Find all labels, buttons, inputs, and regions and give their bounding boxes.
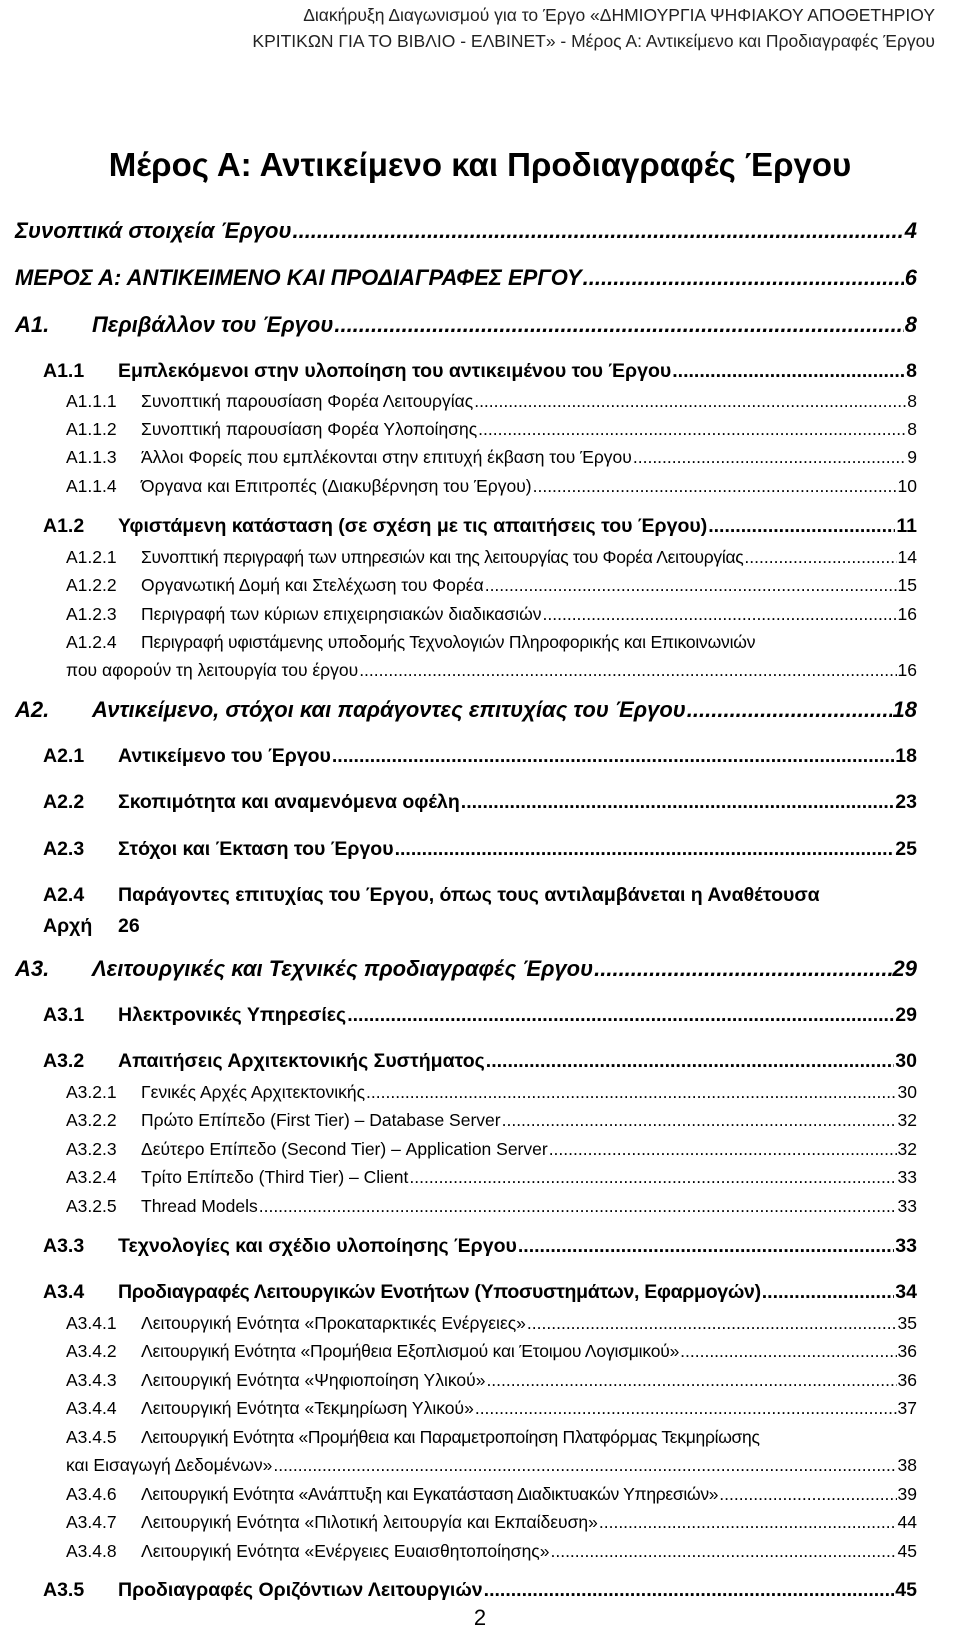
toc-entry-number: Α2.1 — [43, 745, 85, 767]
toc-entry[interactable] — [0, 882, 960, 942]
toc-leader-dots — [672, 358, 905, 385]
toc-entry-page: 11 — [896, 515, 917, 537]
toc-entry-number: Α3.4.1 — [66, 1313, 117, 1333]
toc-entry-page: 35 — [897, 1313, 917, 1333]
toc-entry-title: ΜΕΡΟΣ Α: ΑΝΤΙΚΕΙΜΕΝΟ ΚΑΙ ΠΡΟΔΙΑΓΡΑΦΕΣ ΕΡΓΟΥ — [15, 265, 582, 290]
toc-leader-dots — [744, 545, 896, 569]
toc-entry-page: 33 — [897, 1196, 917, 1216]
toc-entry-title: Εμπλεκόμενοι στην υλοποίηση του αντικειμένου του Έργου — [118, 360, 672, 382]
toc-entry-page: 16 — [897, 660, 917, 680]
toc-leader-dots — [550, 1539, 896, 1563]
toc-leader-dots — [273, 1453, 896, 1477]
toc-entry-number: Α2.4 — [43, 884, 85, 906]
toc-entry-title: Οργανωτική Δομή και Στελέχωση του Φορέα — [141, 575, 484, 595]
toc-entry-page: 15 — [897, 575, 917, 595]
toc-leader-dots — [474, 389, 906, 413]
toc-entry-title: Συνοπτική παρουσίαση Φορέα Λειτουργίας — [141, 391, 474, 411]
toc-leader-dots — [486, 1048, 895, 1075]
toc-entry-number: Α3.4.8 — [66, 1541, 117, 1561]
toc-entry-page: 39 — [897, 1484, 917, 1504]
toc-leader-dots — [633, 445, 906, 469]
toc-entry-number: Α2.3 — [43, 838, 85, 860]
toc-entry-title: Συνοπτική περιγραφή των υπηρεσιών και της λειτουργίας του Φορέα Λειτουργίας — [141, 547, 744, 567]
toc-entry-number: Α3.2.4 — [66, 1167, 117, 1187]
toc-leader-dots — [334, 310, 903, 340]
toc-leader-dots — [395, 836, 895, 863]
toc-entry-page: 18 — [895, 745, 917, 767]
header-line-1: Διακήρυξη Διαγωνισμού για το Έργο «ΔΗΜΙΟΥΡΓΙΑ ΨΗΦΙΑΚΟΥ ΑΠΟΘΕΤΗΡΙΟΥ — [303, 5, 935, 25]
toc-leader-dots — [332, 743, 894, 770]
toc-entry-page: 33 — [895, 1235, 917, 1257]
toc-entry-number: Α3.1 — [43, 1004, 85, 1026]
toc-entry-number: Α3.2.1 — [66, 1082, 117, 1102]
toc-leader-dots — [518, 1233, 894, 1260]
toc-entry-title: Συνοπτική παρουσίαση Φορέα Υλοποίησης — [141, 419, 478, 439]
toc-entry-page: 6 — [904, 265, 917, 290]
toc-entry-number: Α1.2.3 — [66, 604, 117, 624]
toc-entry-title: Λειτουργικές και Τεχνικές προδιαγραφές Έργου — [92, 956, 594, 981]
toc-entry-page: 45 — [897, 1541, 917, 1561]
running-header — [35, 2, 935, 54]
toc-entry-number: Α3.4 — [43, 1281, 85, 1303]
toc-entry-page: 29 — [892, 956, 917, 981]
toc-entry-page: 18 — [892, 697, 917, 722]
toc-leader-dots — [762, 1279, 895, 1306]
toc-entry-number: Α1.1.4 — [66, 476, 117, 496]
toc-entry-title: Λειτουργική Ενότητα «Ψηφιοποίηση Υλικού» — [141, 1370, 486, 1390]
toc-entry-title: Ηλεκτρονικές Υπηρεσίες — [118, 1004, 347, 1026]
toc-entry-page: 32 — [897, 1110, 917, 1130]
toc-entry-number: Α2. — [15, 697, 50, 722]
toc-entry-number: Α3.2.3 — [66, 1139, 117, 1159]
toc-entry[interactable] — [0, 630, 960, 686]
toc-entry-title-continued: που αφορούν τη λειτουργία του έργου — [66, 660, 359, 680]
toc-entry-page: 32 — [897, 1139, 917, 1159]
toc-leader-dots — [594, 954, 891, 984]
toc-entry-title: Αντικείμενο, στόχοι και παράγοντες επιτυχίας του Έργου — [92, 697, 686, 722]
toc-leader-dots — [485, 573, 897, 597]
toc-entry-page: 4 — [904, 218, 917, 243]
toc-entry-title: Προδιαγραφές Λειτουργικών Ενοτήτων (Υποσυστημάτων, Εφαρμογών) — [118, 1281, 761, 1303]
toc-leader-dots — [708, 513, 895, 540]
toc-entry-number: Α1.2.4 — [66, 632, 117, 652]
toc-entry-title-continued: και Εισαγωγή Δεδομένων» — [66, 1455, 273, 1475]
toc-entry-title: Άλλοι Φορείς που εμπλέκονται στην επιτυχή έκβαση του Έργου — [141, 447, 632, 467]
toc-entry-number: Α3.4.3 — [66, 1370, 117, 1390]
page-title: Μέρος Α: Αντικείμενο και Προδιαγραφές Έργου — [108, 146, 852, 183]
toc-entry-page: 8 — [904, 312, 917, 337]
toc-entry-number: Α3.4.5 — [66, 1427, 117, 1447]
toc-leader-dots — [549, 1137, 897, 1161]
toc-entry-number: Α3. — [15, 956, 50, 981]
toc-entry-number: Α1.2 — [43, 515, 85, 537]
toc-entry-page: 8 — [907, 391, 917, 411]
toc-entry-title: Αντικείμενο του Έργου — [118, 745, 331, 767]
toc-entry-title: Προδιαγραφές Οριζόντιων Λειτουργιών — [118, 1579, 483, 1601]
toc-entry-page: 26 — [118, 915, 140, 937]
toc-entry-title: Λειτουργική Ενότητα «Πιλοτική λειτουργία και Εκπαίδευση» — [141, 1512, 598, 1532]
toc-entry-title: Γενικές Αρχές Αρχιτεκτονικής — [141, 1082, 366, 1102]
toc-entry-page: 37 — [897, 1398, 917, 1418]
toc-entry-title: Περιγραφή υφιστάμενης υποδομής Τεχνολογιών Πληροφορικής και Επικοινωνιών — [141, 632, 756, 652]
toc-entry-number: Α3.3 — [43, 1235, 85, 1257]
toc-leader-dots — [687, 695, 892, 725]
toc-entry-page: 38 — [897, 1455, 917, 1475]
toc-entry-number-continued: Αρχή — [43, 915, 93, 937]
toc-entry-title: Στόχοι και Έκταση του Έργου — [118, 838, 394, 860]
toc-leader-dots — [461, 789, 895, 816]
toc-entry-page: 8 — [907, 419, 917, 439]
header-line-2: ΚΡΙΤΙΚΩΝ ΓΙΑ ΤΟ ΒΙΒΛΙΟ - ΕΛΒΙΝΕΤ» - Μέρος Α: Αντικείμενο και Προδιαγραφές Έργου — [252, 31, 935, 51]
toc-leader-dots — [259, 1194, 897, 1218]
toc-leader-dots — [599, 1510, 897, 1534]
toc-entry-title: Τρίτο Επίπεδο (Third Tier) – Client — [141, 1167, 409, 1187]
toc-entry-number: Α1.1 — [43, 360, 85, 382]
toc-leader-dots — [719, 1482, 896, 1506]
toc-entry-number: Α1.2.2 — [66, 575, 117, 595]
toc-entry-number: Α3.4.7 — [66, 1512, 117, 1532]
toc-entry-page: 36 — [897, 1370, 917, 1390]
toc-entry-number: Α3.4.4 — [66, 1398, 117, 1418]
toc-entry-page: 33 — [897, 1167, 917, 1187]
toc-entry-title: Περιγραφή των κύριων επιχειρησιακών διαδικασιών — [141, 604, 542, 624]
toc-entry-number: Α1. — [15, 312, 50, 337]
toc-entry-number: Α3.4.2 — [66, 1341, 117, 1361]
toc-entry-title: Όργανα και Επιτροπές (Διακυβέρνηση του Έργου) — [141, 476, 532, 496]
toc-leader-dots — [478, 417, 906, 441]
toc-entry[interactable] — [0, 1425, 960, 1481]
toc-entry-title: Λειτουργική Ενότητα «Προμήθεια και Παραμετροποίηση Πλατφόρμας Τεκμηρίωσης — [141, 1427, 760, 1447]
toc-entry-title: Συνοπτικά στοιχεία Έργου — [15, 218, 292, 243]
toc-entry-title: Απαιτήσεις Αρχιτεκτονικής Συστήματος — [118, 1050, 485, 1072]
toc-entry-title: Σκοπιμότητα και αναμενόμενα οφέλη — [118, 791, 460, 813]
toc-entry-number: Α2.2 — [43, 791, 85, 813]
toc-leader-dots — [366, 1080, 897, 1104]
toc-leader-dots — [347, 1002, 894, 1029]
toc-entry-page: 10 — [897, 476, 917, 496]
toc-entry-page: 9 — [907, 447, 917, 467]
page-number: 2 — [473, 1605, 487, 1630]
toc-leader-dots — [409, 1165, 896, 1189]
toc-leader-dots — [359, 658, 896, 682]
toc-entry-number: Α1.2.1 — [66, 547, 117, 567]
toc-entry-title: Υφιστάμενη κατάσταση (σε σχέση με τις απαιτήσεις του Έργου) — [118, 515, 708, 537]
toc-entry-page: 45 — [895, 1579, 917, 1601]
toc-entry-page: 44 — [897, 1512, 917, 1532]
toc-entry-page: 8 — [906, 360, 917, 382]
toc-entry-number: Α3.4.6 — [66, 1484, 117, 1504]
toc-entry-title: Λειτουργική Ενότητα «Προμήθεια Εξοπλισμού και Έτοιμου Λογισμικού» — [141, 1341, 680, 1361]
toc-entry-title: Δεύτερο Επίπεδο (Second Tier) – Application Server — [141, 1139, 548, 1159]
toc-entry-title: Λειτουργική Ενότητα «Προκαταρκτικές Ενέργειες» — [141, 1313, 526, 1333]
toc-entry-number: Α1.1.1 — [66, 391, 117, 411]
toc-entry-title: Περιβάλλον του Έργου — [92, 312, 334, 337]
toc-leader-dots — [583, 263, 904, 293]
toc-leader-dots — [502, 1108, 897, 1132]
toc-leader-dots — [475, 1396, 897, 1420]
toc-leader-dots — [543, 602, 897, 626]
toc-entry-page: 30 — [897, 1082, 917, 1102]
toc-entry-page: 23 — [895, 791, 917, 813]
toc-leader-dots — [486, 1368, 896, 1392]
toc-entry-title: Λειτουργική Ενότητα «Τεκμηρίωση Υλικού» — [141, 1398, 474, 1418]
toc-entry-page: 36 — [897, 1341, 917, 1361]
toc-entry-number: Α3.2 — [43, 1050, 85, 1072]
toc-entry-title: Πρώτο Επίπεδο (First Tier) – Database Server — [141, 1110, 501, 1130]
toc-entry-number: Α3.2.2 — [66, 1110, 117, 1130]
toc-entry-page: 14 — [897, 547, 917, 567]
toc-entry-page: 30 — [895, 1050, 917, 1072]
toc-entry-number: Α1.1.3 — [66, 447, 117, 467]
toc-leader-dots — [533, 474, 897, 498]
toc-leader-dots — [680, 1339, 896, 1363]
toc-entry-page: 29 — [895, 1004, 917, 1026]
toc-entry-title: Thread Models — [141, 1196, 258, 1216]
toc-leader-dots — [484, 1577, 895, 1604]
toc-entry-page: 34 — [895, 1281, 917, 1303]
toc-entry-title: Παράγοντες επιτυχίας του Έργου, όπως τους αντιλαμβάνεται η Αναθέτουσα — [118, 884, 820, 906]
toc-leader-dots — [292, 216, 903, 246]
toc-entry-number: Α3.5 — [43, 1579, 85, 1601]
toc-entry-title: Λειτουργική Ενότητα «Ενέργειες Ευαισθητοποίησης» — [141, 1541, 550, 1561]
toc-entry-page: 25 — [895, 838, 917, 860]
toc-entry-title: Τεχνολογίες και σχέδιο υλοποίησης Έργου — [118, 1235, 517, 1257]
toc-entry-title: Λειτουργική Ενότητα «Ανάπτυξη και Εγκατάσταση Διαδικτυακών Υπηρεσιών» — [141, 1484, 719, 1504]
toc-entry-page: 16 — [897, 604, 917, 624]
toc-entry-number: Α3.2.5 — [66, 1196, 117, 1216]
toc-leader-dots — [527, 1311, 897, 1335]
toc-entry-number: Α1.1.2 — [66, 419, 117, 439]
